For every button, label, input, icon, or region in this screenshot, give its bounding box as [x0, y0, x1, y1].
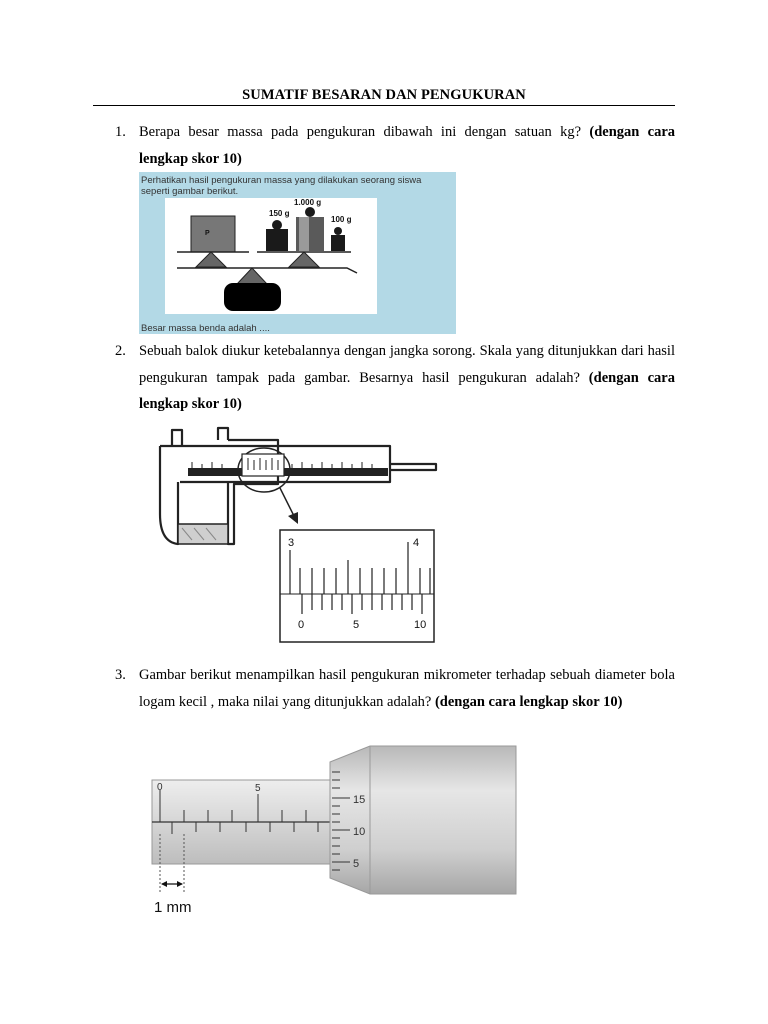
object-label: P [205, 230, 210, 237]
question-score-note: (dengan cara lengkap skor 10) [139, 124, 676, 167]
question-score-note: (dengan cara lengkap skor 10) [434, 693, 623, 710]
micrometer-illustration [150, 744, 520, 919]
balance-caption-bottom: Besar massa benda adalah .... [141, 323, 270, 334]
vernier-label-10: 10 [414, 619, 427, 631]
question-1 [115, 119, 675, 172]
question-number: 3. [115, 667, 126, 683]
title-rule [93, 105, 675, 106]
thimble-label-5: 5 [353, 858, 360, 870]
balance-caption-top-line2: seperti gambar berikut. [141, 186, 239, 197]
gap-label: 1 mm [154, 899, 192, 916]
main-scale-label-3: 3 [288, 537, 295, 549]
question-body: Gambar berikut menampilkan hasil pengukuran mikrometer terhadap sebuah diameter bola logam kecil , maka nilai yang ditunjukkan adalah? [139, 667, 675, 710]
question-body: Berapa besar massa pada pengukuran dibawah ini dengan satuan kg? [139, 124, 582, 140]
thimble-label-15: 15 [353, 794, 366, 806]
caliper-figure [152, 424, 442, 649]
question-text [139, 119, 675, 172]
question-number: 2. [115, 343, 126, 359]
mass-label-1000: 1.000 g [294, 198, 322, 207]
sleeve-label-5: 5 [255, 783, 261, 794]
question-3 [115, 662, 675, 715]
question-number: 1. [115, 124, 126, 140]
sleeve-label-0: 0 [157, 782, 163, 793]
question-body: Sebuah balok diukur ketebalannya dengan jangka sorong. Skala yang ditunjukkan dari hasil pengukuran tampak pada gambar. Besarnya hasil pengukuran adalah? [139, 343, 675, 386]
vernier-label-5: 5 [353, 619, 360, 631]
mass-label-100: 100 g [331, 215, 352, 224]
vernier-label-0: 0 [298, 619, 305, 631]
question-2 [115, 338, 675, 418]
question-text [139, 338, 675, 418]
main-scale-label-4: 4 [413, 537, 420, 549]
mass-label-150: 150 g [269, 209, 290, 218]
thimble-label-10: 10 [353, 826, 366, 838]
balance-caption-top-line1: Perhatikan hasil pengukuran massa yang dilakukan seorang siswa [141, 175, 422, 186]
question-text [139, 662, 675, 715]
balance-illustration [139, 172, 456, 334]
balance-figure [139, 172, 456, 339]
micrometer-figure [150, 744, 520, 924]
question-score-note: (dengan cara lengkap skor 10) [139, 369, 675, 412]
caliper-illustration [152, 424, 442, 644]
caliper-unit-label: cm [376, 476, 384, 482]
document-title: SUMATIF BESARAN DAN PENGUKURAN [242, 87, 526, 103]
